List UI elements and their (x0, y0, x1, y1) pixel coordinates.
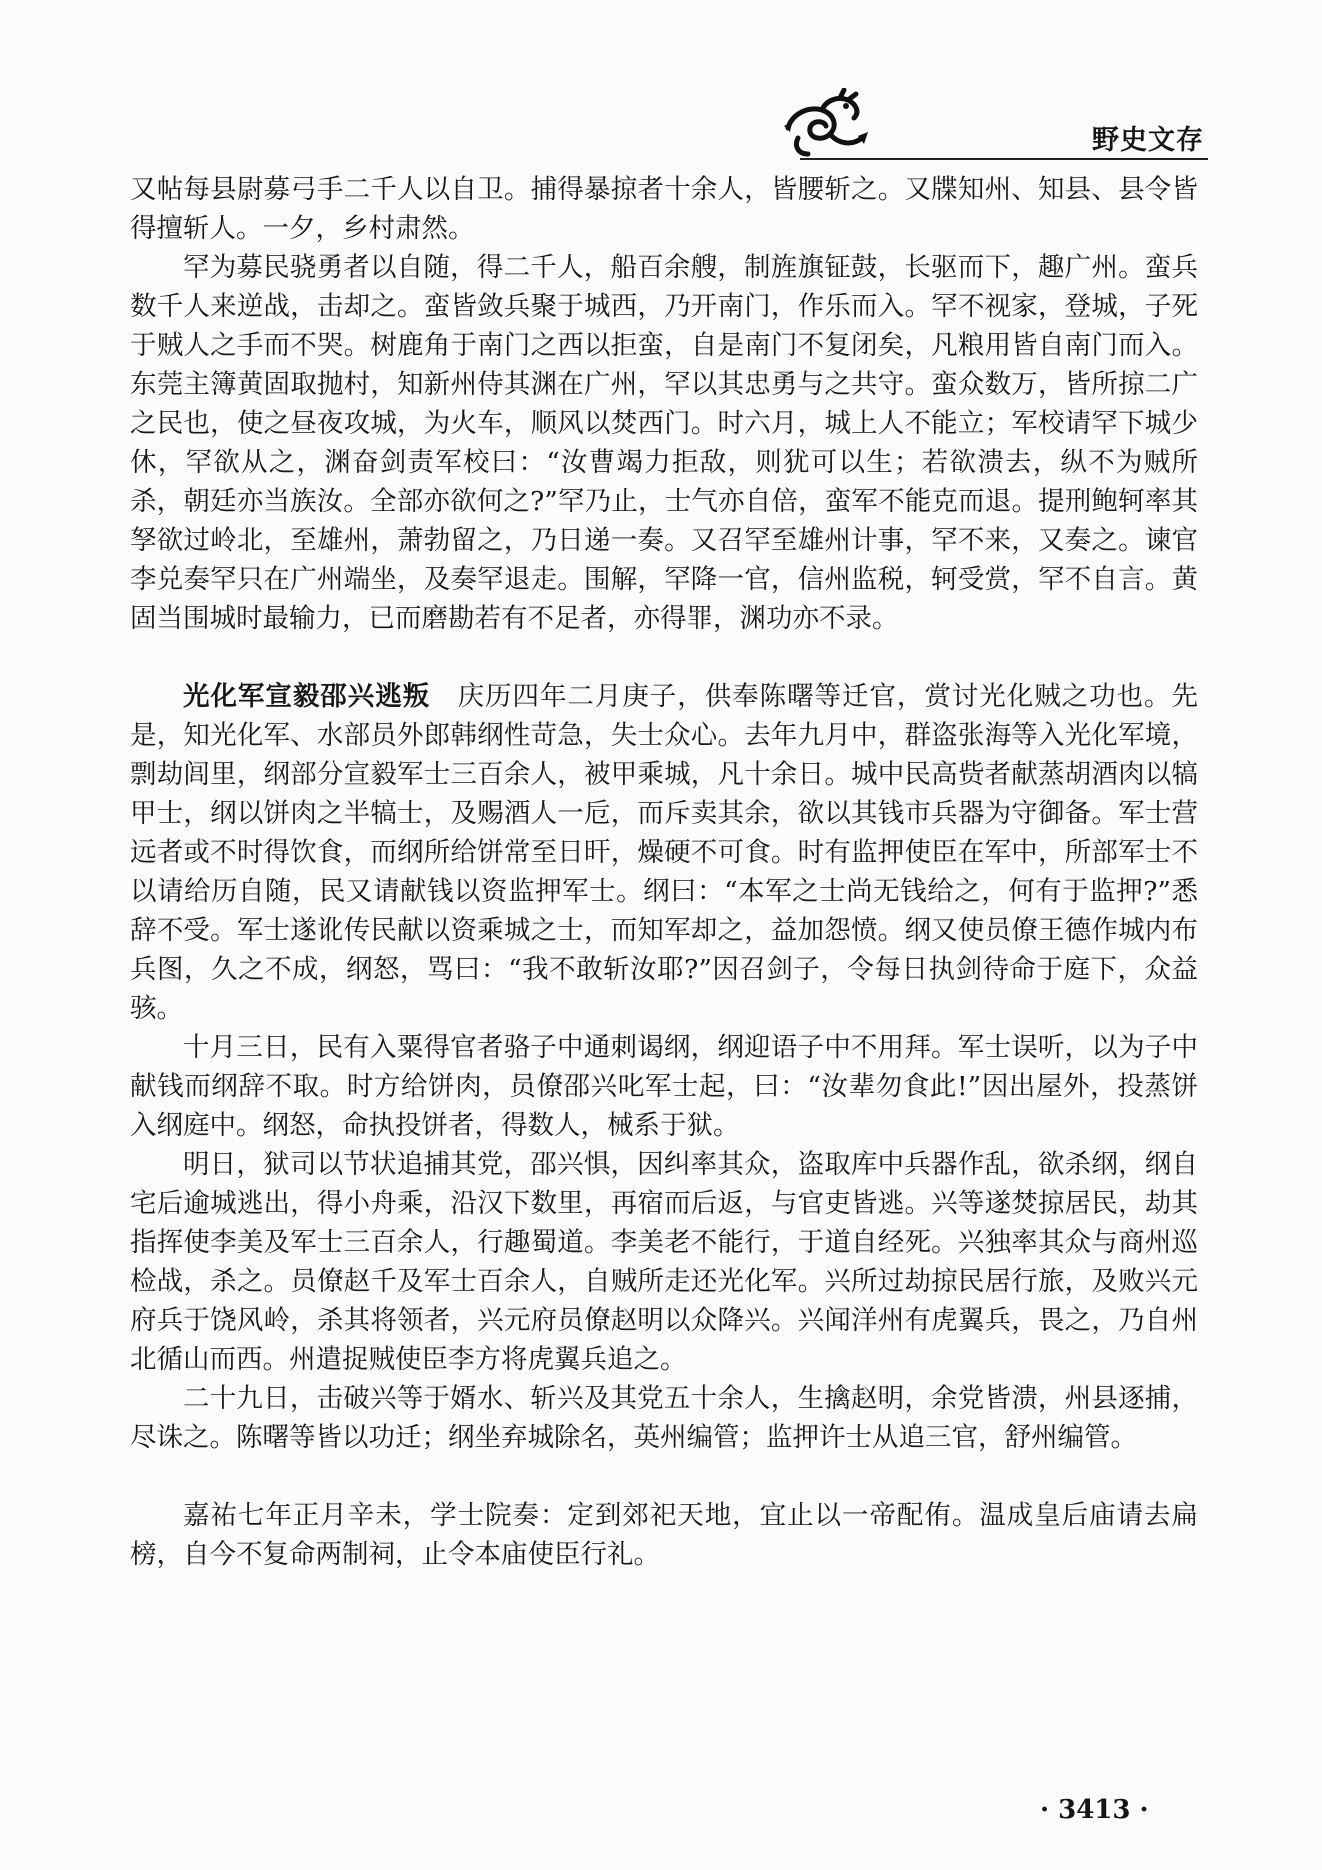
item-title: 光化军宣毅邵兴逃叛 (183, 681, 431, 712)
paragraph: 明日，狱司以节状追捕其党，邵兴惧，因纠率其众，盗取库中兵器作乱，欲杀纲，纲自宅后逾城逃出，得小舟乘，沿汉下数里，再宿而后返，与官吏皆逃。兴等遂焚掠居民，劫其指挥使李美及军士三百余人，行趣蜀道。李美老不能行，于道自经死。兴独率其众与商州巡检战，杀之。员僚赵千及军士百余人，自贼所走还光化军。兴所过劫掠民居行旅，及败兴元府兵于饶风岭，杀其将领者，兴元府员僚赵明以众降兴。兴闻洋州有虎翼兵，畏之，乃自州北循山而西。州遣捉贼使臣李方将虎翼兵追之。 (130, 1149, 1198, 1375)
page-header (0, 0, 1322, 175)
paragraph: 十月三日，民有入粟得官者骆子中通刺谒纲，纲迎语子中不用拜。军士误听，以为子中献钱而纲辞不取。时方给饼肉，员僚邵兴叱军士起，曰：“汝辈勿食此!”因出屋外，投蒸饼入纲庭中。纲怒，命执投饼者，得数人，械系于狱。 (130, 1032, 1198, 1141)
body-text (130, 170, 1198, 1574)
paragraph: 又帖每县尉募弓手二千人以自卫。捕得暴掠者十余人，皆腰斩之。又牒知州、知县、县令皆得擅斩人。一夕，乡村肃然。 (130, 174, 1198, 244)
section-paragraph (130, 677, 1198, 1028)
page-number: · 3413 · (1040, 1795, 1149, 1825)
paragraph-text: 庆历四年二月庚子，供奉陈曙等迁官，赏讨光化贼之功也。先是，知光化军、水部员外郎韩纲性苛急，失士众心。去年九月中，群盗张海等入光化军境，剽劫闾里，纲部分宣毅军士三百余人，被甲乘城，凡十余日。城中民高赀者献蒸胡酒肉以犒甲士，纲以饼肉之半犒士，及赐酒人一卮，而斥卖其余，欲以其钱市兵器为守御备。军士营远者或不时得饮食，而纲所给饼常至日旰，燥硬不可食。时有监押使臣在军中，所部军士不以请给历自随，民又请献钱以资监押军士。纲曰：“本军之士尚无钱给之，何有于监押?”悉辞不受。军士遂讹传民献以资乘城之士，而知军却之，益加怨愤。纲又使员僚王德作城内布兵图，久之不成，纲怒，骂曰：“我不敢斩汝耶?”因召剑子，令每日执剑待命于庭下，众益骇。 (130, 681, 1199, 1024)
running-title: 野史文存 (1092, 125, 1204, 156)
paragraph: 罕为募民骁勇者以自随，得二千人，船百余艘，制旌旗钲鼓，长驱而下，趣广州。蛮兵数千人来逆战，击却之。蛮皆敛兵聚于城西，乃开南门，作乐而入。罕不视家，登城，子死于贼人之手而不哭。树鹿角于南门之西以拒蛮，自是南门不复闭矣，凡粮用皆自南门而入。东莞主簿黄固取抛村，知新州侍其渊在广州，罕以其忠勇与之共守。蛮众数万，皆所掠二广之民也，使之昼夜攻城，为火车，顺风以焚西门。时六月，城上人不能立；军校请罕下城少休，罕欲从之，渊奋剑责军校曰：“汝曹竭力拒敌，则犹可以生；若欲溃去，纵不为贼所杀，朝廷亦当族汝。全部亦欲何之?”罕乃止，士气亦自倍，蛮军不能克而退。提刑鲍轲率其孥欲过岭北，至雄州，萧勃留之，乃日递一奏。又召罕至雄州计事，罕不来，又奏之。谏官李兑奏罕只在广州端坐，及奏罕退走。围解，罕降一官，信州监税，轲受赏，罕不自言。黄固当围城时最输力，已而磨勘若有不足者，亦得罪，渊功亦不录。 (130, 252, 1198, 634)
paragraph: 二十九日，击破兴等于婿水、斩兴及其党五十余人，生擒赵明，余党皆溃，州县逐捕，尽诛之。陈曙等皆以功迁；纲坐弃城除名，英州编管；监押许士从追三官，舒州编管。 (130, 1383, 1198, 1453)
paragraph: 嘉祐七年正月辛未，学士院奏：定到郊祀天地，宜止以一帝配侑。温成皇后庙请去扁榜，自今不复命两制祠，止令本庙使臣行礼。 (130, 1500, 1198, 1570)
header-rule (800, 158, 1208, 160)
dragon-emblem-icon (778, 88, 870, 162)
